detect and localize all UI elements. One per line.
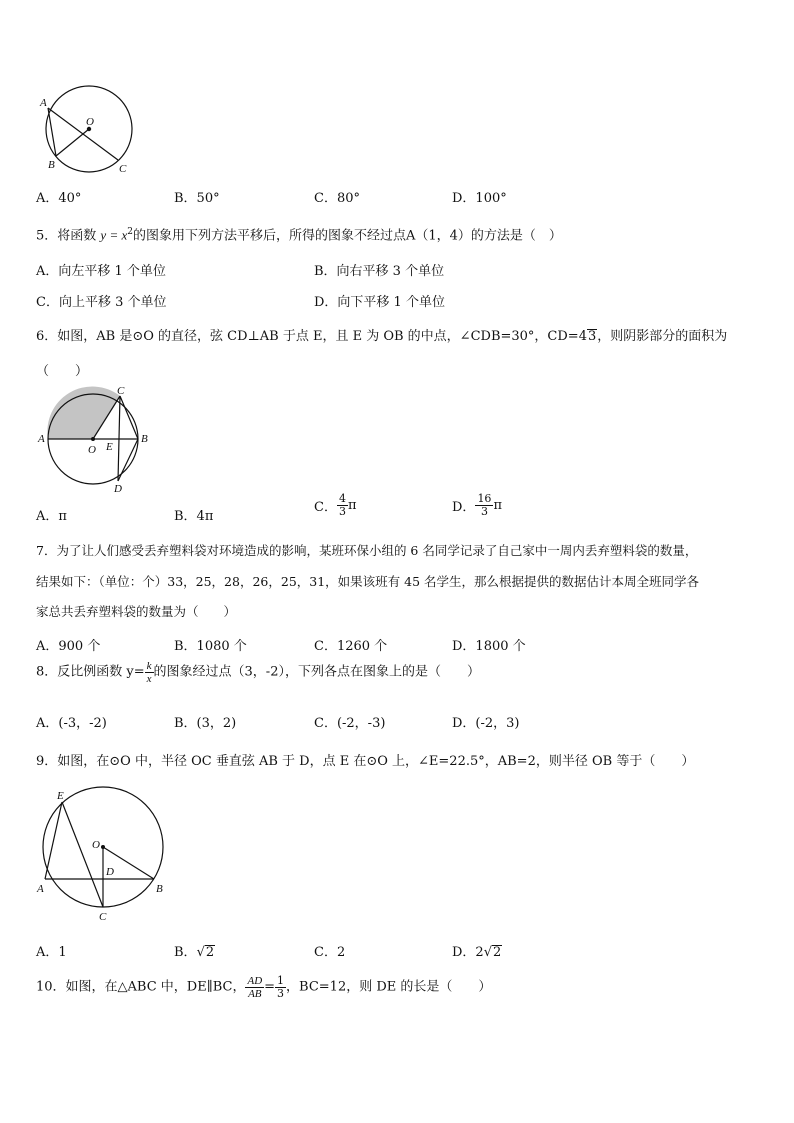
q9-option-b-label: B． [174, 945, 197, 960]
q9-option-d: D．2√2 [452, 945, 502, 960]
q4-label-o: O [86, 116, 94, 128]
q10-value-numerator: 1 [277, 974, 285, 987]
q6-option-c-pi: π [347, 498, 357, 513]
q6-option-c-fraction [337, 493, 348, 518]
q9-label-a: A [37, 883, 44, 895]
q6-label-b: B [141, 433, 148, 445]
q9-option-c: C．2 [314, 945, 346, 960]
q5-stem-suffix: 的图象用下列方法平移后，所得的图象不经过点A（1，4）的方法是（ ） [132, 228, 562, 244]
q9-label-e: E [57, 790, 64, 802]
q9-label-o: O [92, 839, 100, 851]
q8-fraction-denominator: x [146, 673, 152, 685]
q4-segment-bo [56, 129, 89, 156]
q6-label-a: A [38, 433, 45, 445]
q4-option-d: D．100° [452, 191, 507, 206]
q4-label-a: A [40, 97, 47, 109]
q8-stem [36, 660, 480, 685]
q9-label-d: D [106, 866, 114, 878]
q5-function: y = x [100, 227, 128, 243]
q8-fraction [145, 660, 154, 685]
q8-option-d: D．(-2，3) [452, 716, 520, 731]
q10-stem-suffix: ，BC=12，则 DE 的长是（ ） [286, 979, 492, 995]
q6-label-e: E [106, 441, 113, 453]
q10-stem-prefix: 10．如图，在△ABC 中，DE∥BC， [36, 979, 246, 995]
q7-stem-line1: 7．为了让人们感受丢弃塑料袋对环境造成的影响，某班环保小组的 6 名同学记录了自己家中一周内丢弃塑料袋的数量， [36, 543, 698, 558]
q9-option-b: B．√2 [174, 945, 215, 960]
q6-option-c [314, 493, 357, 518]
q9-segment-ec [62, 802, 103, 907]
q6-label-c: C [117, 385, 125, 397]
q6-option-b: B．4π [174, 509, 214, 524]
q8-stem-suffix: 的图象经过点（3，-2），下列各点在图象上的是（ ） [153, 664, 480, 680]
q6-option-c-denominator: 3 [338, 505, 346, 518]
q9-option-a: A．1 [36, 945, 67, 960]
q7-option-c: C．1260 个 [314, 639, 388, 654]
q6-option-d-pi: π [493, 498, 502, 513]
q6-stem-line2: （ ） [36, 364, 89, 379]
q6-option-d-label: D． [452, 500, 476, 515]
q4-option-c: C．80° [314, 191, 360, 206]
q4-label-b: B [48, 159, 55, 171]
q6-label-o: O [88, 444, 96, 456]
q6-label-d: D [114, 483, 122, 495]
q8-fraction-numerator: k [146, 660, 152, 672]
q10-value-fraction [275, 975, 286, 1000]
q6-stem-after: ，则阴影部分的面积为 [597, 329, 728, 344]
q5-option-d: D．向下平移 1 个单位 [314, 295, 445, 310]
q6-segment-db [118, 439, 138, 481]
q5-option-a: A．向左平移 1 个单位 [36, 264, 166, 279]
q6-segment-cb [120, 396, 138, 439]
q6-option-c-label: C． [314, 500, 337, 515]
q10-ratio-fraction [245, 975, 264, 1000]
q6-sqrt-value: 3 [587, 329, 597, 344]
q7-option-b: B．1080 个 [174, 639, 247, 654]
q6-option-a: A．π [36, 509, 67, 524]
q4-label-c: C [119, 163, 127, 175]
q9-option-d-sqrt: 2 [493, 945, 502, 960]
q6-center-point [91, 437, 95, 441]
q6-option-d [452, 493, 502, 518]
q7-option-d: D．1800 个 [452, 639, 526, 654]
q6-stem-before: 6．如图，AB 是⊙O 的直径，弦 CD⊥AB 于点 E，且 E 为 OB 的中点，∠CDB=30°，CD=4 [36, 329, 587, 344]
q6-circle-figure [34, 384, 156, 496]
q9-stem: 9．如图，在⊙O 中，半径 OC 垂直弦 AB 于 D，点 E 在⊙O 上，∠E=22.5°，AB=2，则半径 OB 等于（ ） [36, 754, 695, 769]
q9-label-c: C [99, 911, 107, 923]
q9-center-point [101, 845, 105, 849]
q5-option-b: B．向右平移 3 个单位 [314, 264, 445, 279]
q4-circle-figure [36, 84, 146, 176]
q8-option-a: A．(-3，-2) [36, 716, 107, 731]
q10-equals: = [264, 979, 276, 995]
q4-chord-ab [48, 108, 56, 156]
q8-option-c: C．(-2，-3) [314, 716, 386, 731]
q9-circle-figure [34, 786, 170, 924]
q6-stem-line1 [36, 329, 727, 345]
q6-option-d-denominator: 3 [480, 505, 488, 518]
q4-option-a: A．40° [36, 191, 82, 206]
q5-exponent: 2 [127, 227, 133, 237]
q7-option-a: A．900 个 [36, 639, 101, 654]
q7-stem-line3: 家总共丢弃塑料袋的数量为（ ） [36, 604, 237, 619]
q5-stem-prefix: 5．将函数 [36, 228, 97, 244]
q6-option-d-fraction [475, 493, 493, 518]
q5-stem [36, 224, 562, 244]
q7-stem-line2: 结果如下：（单位：个）33，25，28，26，25，31，如果该班有 45 名学生，那么根据提供的数据估计本周全班同学各 [36, 574, 700, 589]
q8-stem-prefix: 8．反比例函数 y= [36, 664, 145, 680]
q9-label-b: B [156, 883, 163, 895]
q6-option-c-numerator: 4 [338, 492, 346, 505]
q4-option-b: B．50° [174, 191, 220, 206]
q10-ratio-denominator: AB [248, 988, 262, 1000]
q6-option-d-numerator: 16 [477, 492, 492, 505]
q9-option-b-sqrt: 2 [205, 945, 215, 960]
q10-stem [36, 975, 491, 1000]
q8-option-b: B．(3，2) [174, 716, 237, 731]
q10-ratio-numerator: AD [247, 975, 263, 987]
q10-value-denominator: 3 [277, 987, 285, 1000]
q5-option-c: C．向上平移 3 个单位 [36, 295, 167, 310]
q9-option-d-label: D．2 [452, 945, 484, 960]
